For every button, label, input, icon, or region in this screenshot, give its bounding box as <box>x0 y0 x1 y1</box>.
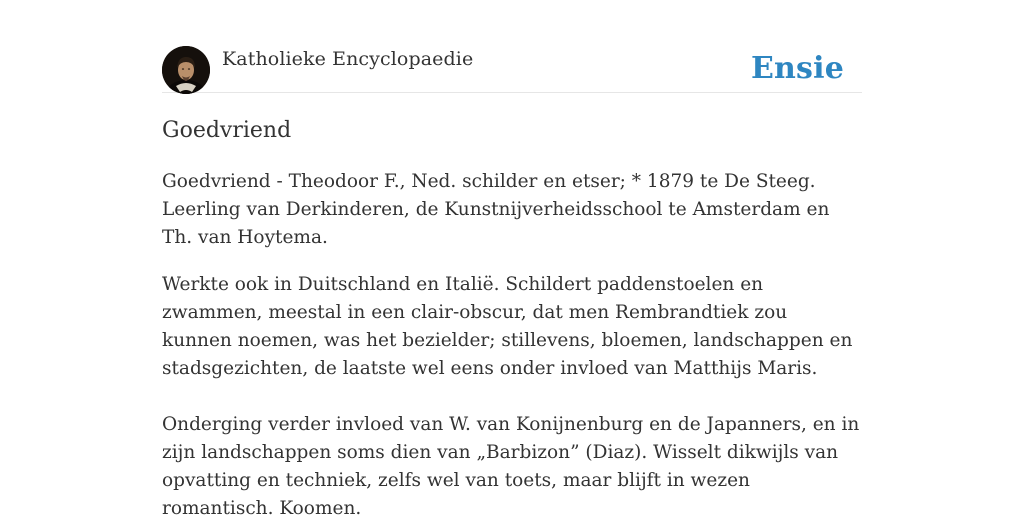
source-name[interactable]: Katholieke Encyclopaedie <box>222 48 474 70</box>
page-title: Goedvriend <box>162 118 292 143</box>
article-paragraph: Onderging verder invloed van W. van Konijnenburg en de Japanners, en in zijn landschappen soms dien van „Barbizon” (Diaz). Wisselt dikwijls van opvatting en techniek, zelfs wel van toets, maar blijft in wezen romantisch. Koomen. <box>162 414 860 519</box>
article-paragraph: Werkte ook in Duitschland en Italië. Schildert paddenstoelen en zwammen, meestal in een clair-obscur, dat men Rembrandtiek zou kunnen noemen, was het bezielder; stillevens, bloemen, landschappen en stadsgezichten, de laatste wel eens onder invloed van Matthijs Maris. <box>162 274 853 379</box>
article-paragraph: Goedvriend - Theodoor F., Ned. schilder en etser; * 1879 te De Steeg. Leerling van Derkinderen, de Kunstnijverheidsschool te Amsterdam en Th. van Hoytema. <box>162 171 830 248</box>
brand-logo[interactable]: Ensie <box>750 51 844 86</box>
article-body <box>162 168 862 523</box>
portrait-avatar-icon[interactable] <box>162 46 210 94</box>
portrait-avatar-graphic <box>162 46 210 94</box>
site-header <box>162 46 862 93</box>
